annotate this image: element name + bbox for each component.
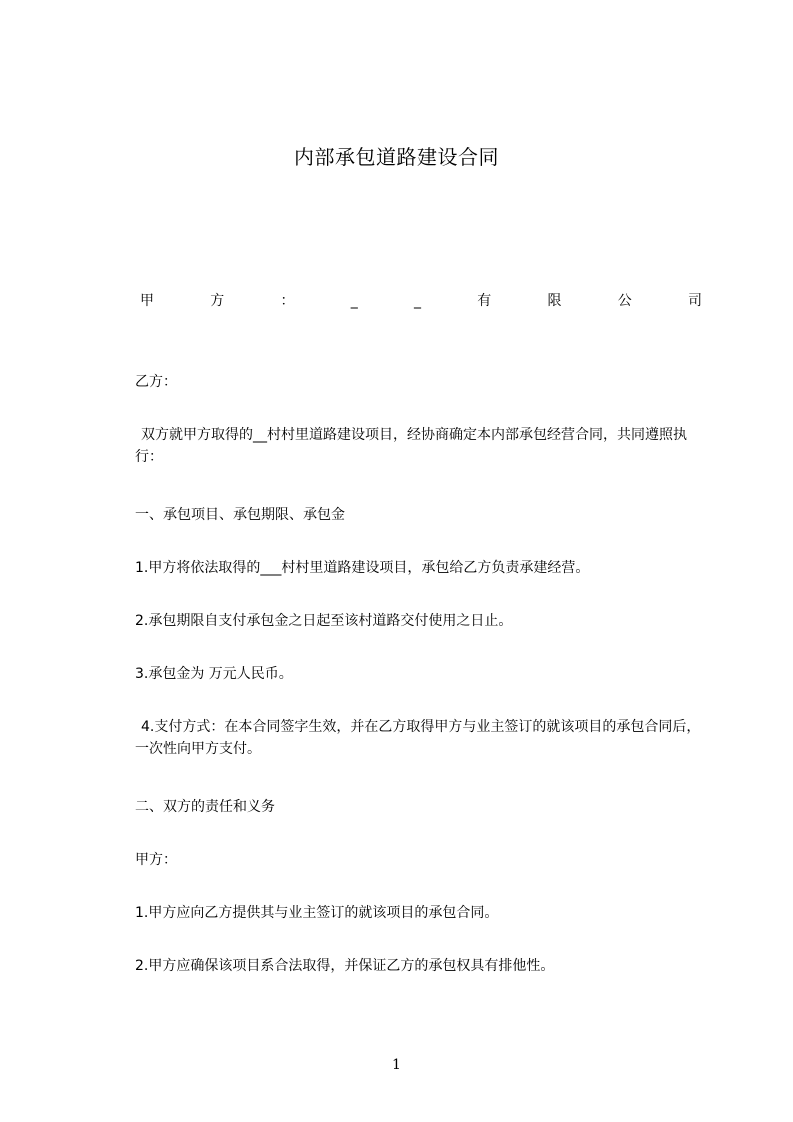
party-a-char: 司: [688, 293, 702, 309]
page-number: 1: [392, 1057, 401, 1073]
party-a-char: 限: [547, 293, 562, 309]
contract-title: 内部承包道路建设合同: [294, 145, 499, 169]
party-a-char: 有: [477, 293, 492, 309]
party-a-subheading: 甲方：: [135, 852, 177, 868]
party-a-char: _: [414, 293, 421, 309]
party-a-line: [140, 290, 702, 312]
section-2-item-2: 2.甲方应确保该项目系合法取得，并保证乙方的承包权具有排他性。: [135, 958, 555, 974]
party-a-char: 甲: [140, 293, 154, 309]
section-1-item-2: 2.承包期限自支付承包金之日起至该村道路交付使用之日止。: [135, 613, 513, 629]
section-2-item-1: 1.甲方应向乙方提供其与业主签订的就该项目的承包合同。: [135, 905, 499, 921]
section-2-heading: 二、双方的责任和义务: [135, 799, 275, 815]
party-a-char: _: [350, 293, 358, 309]
section-1-item-4: 4.支付方式：在本合同签字生效，并在乙方取得甲方与业主签订的就该项目的承包合同后，一次性向甲方支付。: [135, 719, 701, 757]
section-1-heading: 一、承包项目、承包期限、承包金: [135, 507, 345, 523]
party-a-char: ：: [280, 293, 295, 309]
party-a-char: 公: [617, 293, 632, 309]
party-a-char: 方: [210, 293, 225, 309]
intro-paragraph: 双方就甲方取得的__村村里道路建设项目，经协商确定本内部承包经营合同，共同遵照执行：: [135, 427, 687, 465]
party-b-label: 乙方：: [135, 374, 177, 390]
section-1-item-1: 1.甲方将依法取得的___村村里道路建设项目，承包给乙方负责承建经营。: [135, 560, 590, 576]
section-1-item-3: 3.承包金为 万元人民币。: [135, 666, 293, 682]
